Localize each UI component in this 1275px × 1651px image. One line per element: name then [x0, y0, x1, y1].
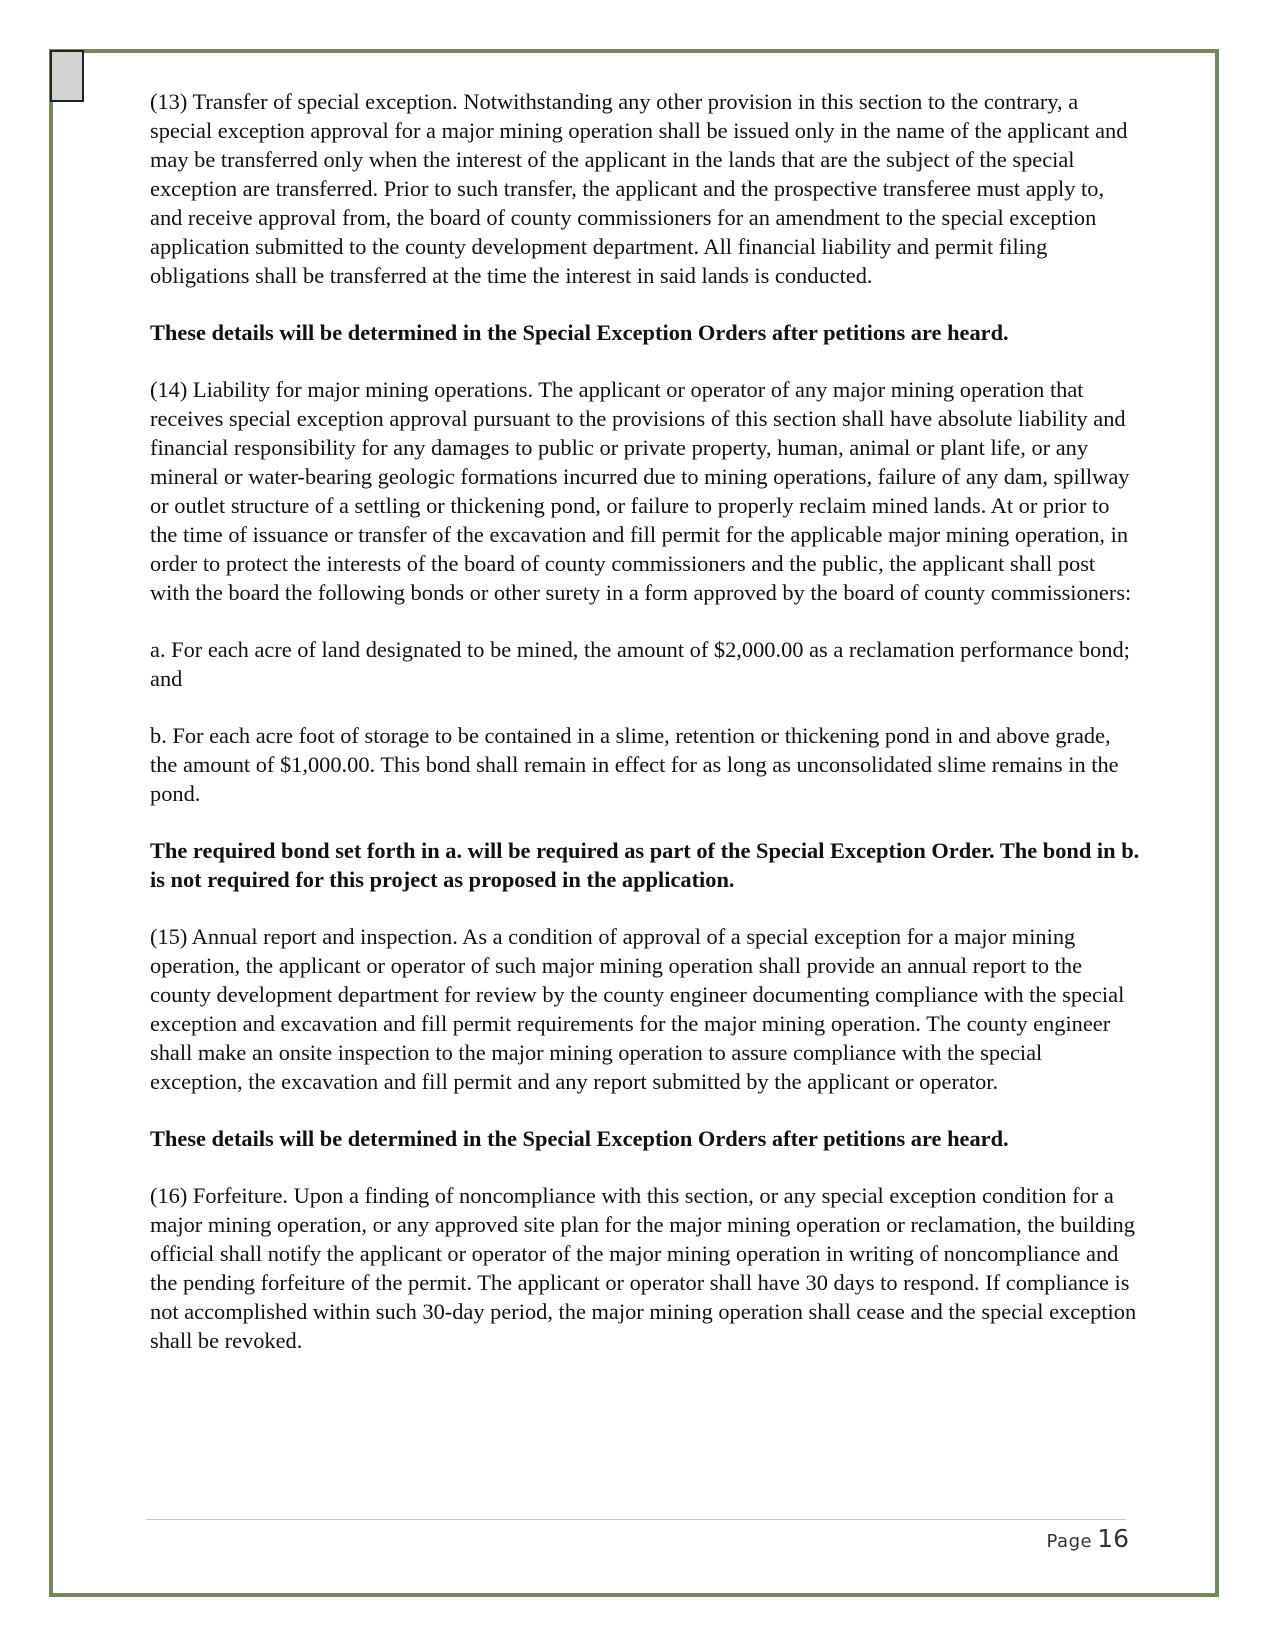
page-number-footer [1047, 1524, 1129, 1553]
footer-divider [146, 1519, 1126, 1520]
corner-box-marker [50, 50, 84, 102]
note-section-15: These details will be determined in the Special Exception Orders after petitions are heard. [150, 1126, 1009, 1151]
document-body [150, 87, 1140, 1383]
section-13-transfer: (13) Transfer of special exception. Notwithstanding any other provision in this section to the contrary, a special exception approval for a major mining operation shall be issued only in the name of the applicant and may be transferred only when the interest of the applicant in the lands that are the subject of the special exception are transferred. Prior to such transfer, the applicant and the prospective transferee must apply to, and receive approval from, the board of county commissioners for an amendment to the special exception application submitted to the county development department. All financial liability and permit filing obligations shall be transferred at the time the interest in said lands is conducted. [150, 89, 1128, 288]
section-14-liability: (14) Liability for major mining operations. The applicant or operator of any major mining operation that receives special exception approval pursuant to the provisions of this section shall have absolute liability and financial responsibility for any damages to public or private property, human, animal or plant life, or any mineral or water-bearing geologic formations incurred due to mining operations, failure of any dam, spillway or outlet structure of a settling or thickening pond, or failure to properly reclaim mined lands. At or prior to the time of issuance or transfer of the excavation and fill permit for the applicable major mining operation, in order to protect the interests of the board of county commissioners and the public, the applicant shall post with the board the following bonds or other surety in a form approved by the board of county commissioners: [150, 377, 1132, 605]
note-section-14: The required bond set forth in a. will be required as part of the Special Exception Order. The bond in b. is not required for this project as proposed in the application. [150, 838, 1140, 892]
bond-item-b: b. For each acre foot of storage to be contained in a slime, retention or thickening pond in and above grade, the amount of $1,000.00. This bond shall remain in effect for as long as unconsolidated slime remains in the pond. [150, 723, 1119, 806]
note-section-13: These details will be determined in the Special Exception Orders after petitions are heard. [150, 320, 1009, 345]
page-label: Page [1046, 1531, 1093, 1552]
section-15-annual-report: (15) Annual report and inspection. As a condition of approval of a special exception for a major mining operation, the applicant or operator of such major mining operation shall provide an annual report to the county development department for review by the county engineer documenting compliance with the special exception and excavation and fill permit requirements for the major mining operation. The county engineer shall make an onsite inspection to the major mining operation to assure compliance with the special exception, the excavation and fill permit and any report submitted by the applicant or operator. [150, 924, 1125, 1094]
page-number: 16 [1097, 1524, 1129, 1553]
bond-item-a: a. For each acre of land designated to be mined, the amount of $2,000.00 as a reclamation performance bond; and [150, 637, 1130, 691]
section-16-forfeiture: (16) Forfeiture. Upon a finding of noncompliance with this section, or any special exception condition for a major mining operation, or any approved site plan for the major mining operation or reclamation, the building official shall notify the applicant or operator of the major mining operation in writing of noncompliance and the pending forfeiture of the permit. The applicant or operator shall have 30 days to respond. If compliance is not accomplished within such 30-day period, the major mining operation shall cease and the special exception shall be revoked. [150, 1183, 1137, 1353]
